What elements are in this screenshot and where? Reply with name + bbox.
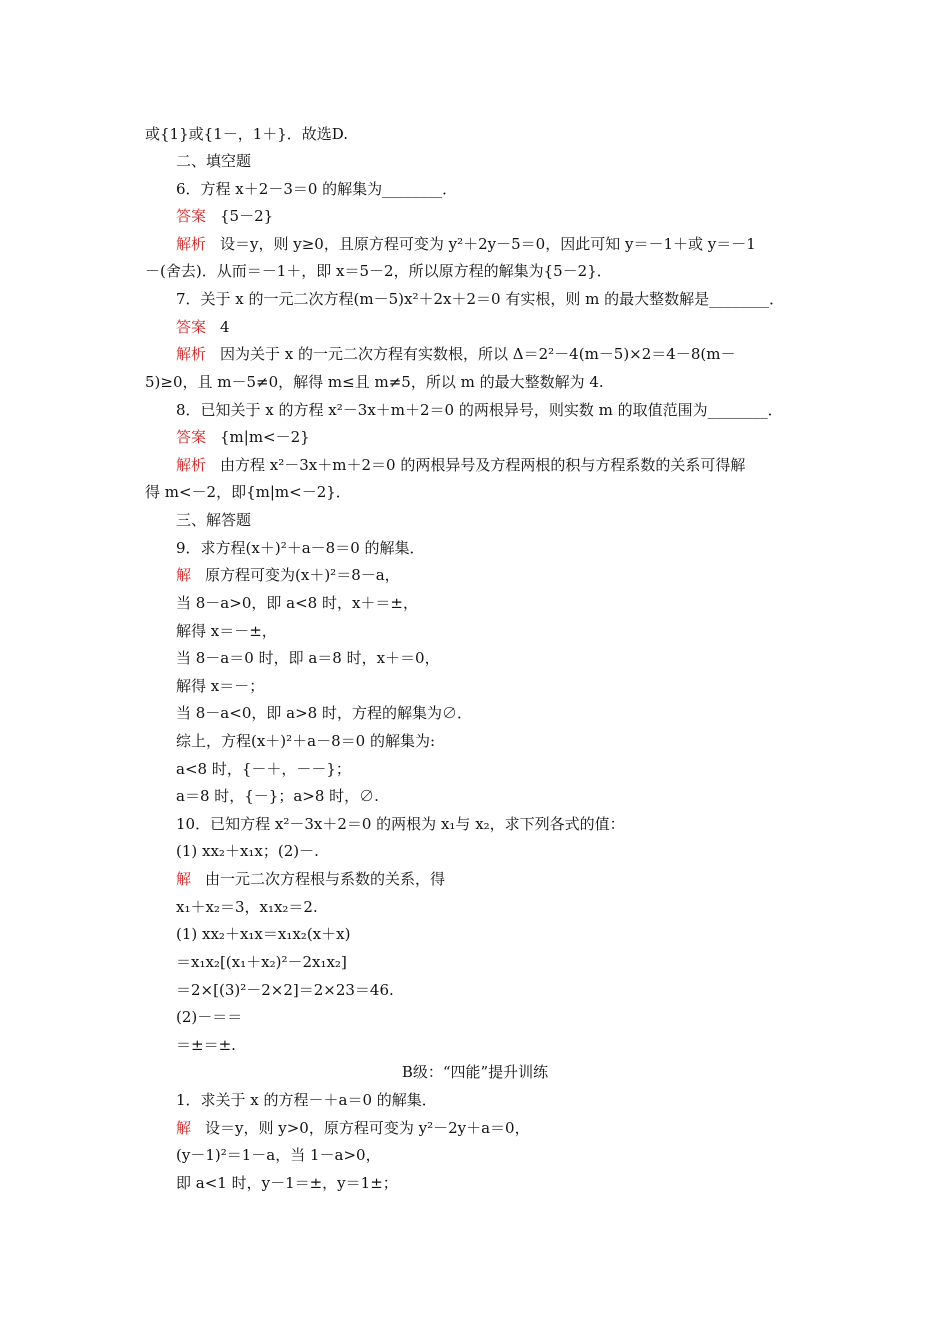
- answer-text: {m|m<－2}: [220, 428, 310, 446]
- text-line: x₁＋x₂＝3，x₁x₂＝2.: [176, 898, 318, 916]
- analysis-text: 由方程 x²－3x＋m＋2＝0 的两根异号及方程两根的积与方程系数的关系可得解: [220, 456, 746, 474]
- text-line: 解得 x＝－±，: [176, 622, 277, 640]
- text-line: 综上，方程(x＋)²＋a－8＝0 的解集为:: [176, 732, 436, 750]
- question-line: 10．已知方程 x²－3x＋2＝0 的两根为 x₁与 x₂，求下列各式的值：: [176, 815, 625, 833]
- analysis-line: [176, 455, 844, 475]
- solution-line: [176, 869, 844, 889]
- text-line: a<8 时，{－＋，－－}；: [176, 760, 351, 778]
- text-line: 当 8－a>0，即 a<8 时，x＋＝±，: [176, 594, 418, 612]
- answer-label: 答案: [176, 428, 207, 446]
- answer-line: [176, 317, 844, 337]
- section-heading-b: B级：“四能”提升训练: [401, 1063, 549, 1081]
- question-line: 7．关于 x 的一元二次方程(m－5)x²＋2x＋2＝0 有实根，则 m 的最大整数解是________．: [176, 290, 785, 308]
- text-line: (2)－＝＝: [176, 1008, 243, 1026]
- text-line: a＝8 时，{－}；a>8 时，∅.: [176, 787, 379, 805]
- text-line: (y－1)²＝1－a，当 1－a>0，: [176, 1146, 381, 1164]
- text-line: ＝2×[(3)²－2×2]＝2×23＝46.: [176, 981, 394, 999]
- analysis-line: [176, 234, 844, 254]
- text-line: 5)≥0，且 m－5≠0，解得 m≤且 m≠5，所以 m 的最大整数解为 4.: [145, 373, 604, 391]
- text-line: 解得 x＝－；: [176, 677, 265, 695]
- text-line: ＝±＝±.: [176, 1036, 236, 1054]
- question-line: 1．求关于 x 的方程－＋a＝0 的解集．: [176, 1091, 437, 1109]
- solution-text: 设＝y，则 y>0，原方程可变为 y²－2y＋a＝0，: [205, 1119, 530, 1137]
- answer-line: [176, 206, 844, 226]
- text-line: ＝x₁x₂[(x₁＋x₂)²－2x₁x₂]: [176, 953, 347, 971]
- question-line: 9．求方程(x＋)²＋a－8＝0 的解集．: [176, 539, 425, 557]
- text-line: 当 8－a<0，即 a>8 时，方程的解集为∅．: [176, 704, 472, 722]
- answer-text: {5－2}: [220, 207, 274, 225]
- analysis-line: [176, 344, 844, 364]
- answer-label: 答案: [176, 318, 207, 336]
- text-line: 当 8－a＝0 时，即 a＝8 时，x＋＝0，: [176, 649, 440, 667]
- answer-label: 答案: [176, 207, 207, 225]
- text-line: －(舍去)．从而＝－1＋，即 x＝5－2，所以原方程的解集为{5－2}．: [145, 262, 612, 280]
- section-heading: 三、解答题: [176, 511, 252, 529]
- question-line: 6．方程 x＋2－3＝0 的解集为________．: [176, 180, 458, 198]
- analysis-text: 设＝y，则 y≥0，且原方程可变为 y²＋2y－5＝0，因此可知 y＝－1＋或 y＝－1: [220, 235, 756, 253]
- solution-line: [176, 565, 844, 585]
- analysis-label: 解析: [176, 235, 207, 253]
- solution-label: 解: [176, 870, 192, 888]
- analysis-label: 解析: [176, 345, 207, 363]
- analysis-text: 因为关于 x 的一元二次方程有实数根，所以 Δ＝2²－4(m－5)×2＝4－8(m－: [220, 345, 736, 363]
- solution-line: [176, 1118, 844, 1138]
- solution-label: 解: [176, 1119, 192, 1137]
- question-line: 8．已知关于 x 的方程 x²－3x＋m＋2＝0 的两根异号，则实数 m 的取值范围为________．: [176, 401, 783, 419]
- solution-text: 由一元二次方程根与系数的关系，得: [205, 870, 446, 888]
- answer-line: [176, 427, 844, 447]
- text-line: (1) xx₂＋x₁x＝x₁x₂(x＋x): [176, 925, 351, 943]
- solution-label: 解: [176, 566, 192, 584]
- text-line: 得 m<－2，即{m|m<－2}．: [145, 483, 351, 501]
- section-heading: 二、填空题: [176, 152, 252, 170]
- solution-text: 原方程可变为(x＋)²＝8－a，: [205, 566, 400, 584]
- analysis-label: 解析: [176, 456, 207, 474]
- text-line: 即 a<1 时，y－1＝±，y＝1±；: [176, 1174, 398, 1192]
- text-line: (1) xx₂＋x₁x；(2)－.: [176, 842, 319, 860]
- text-line: 或{1}或{1－，1＋}．故选D.: [145, 125, 349, 143]
- answer-text: 4: [220, 318, 230, 336]
